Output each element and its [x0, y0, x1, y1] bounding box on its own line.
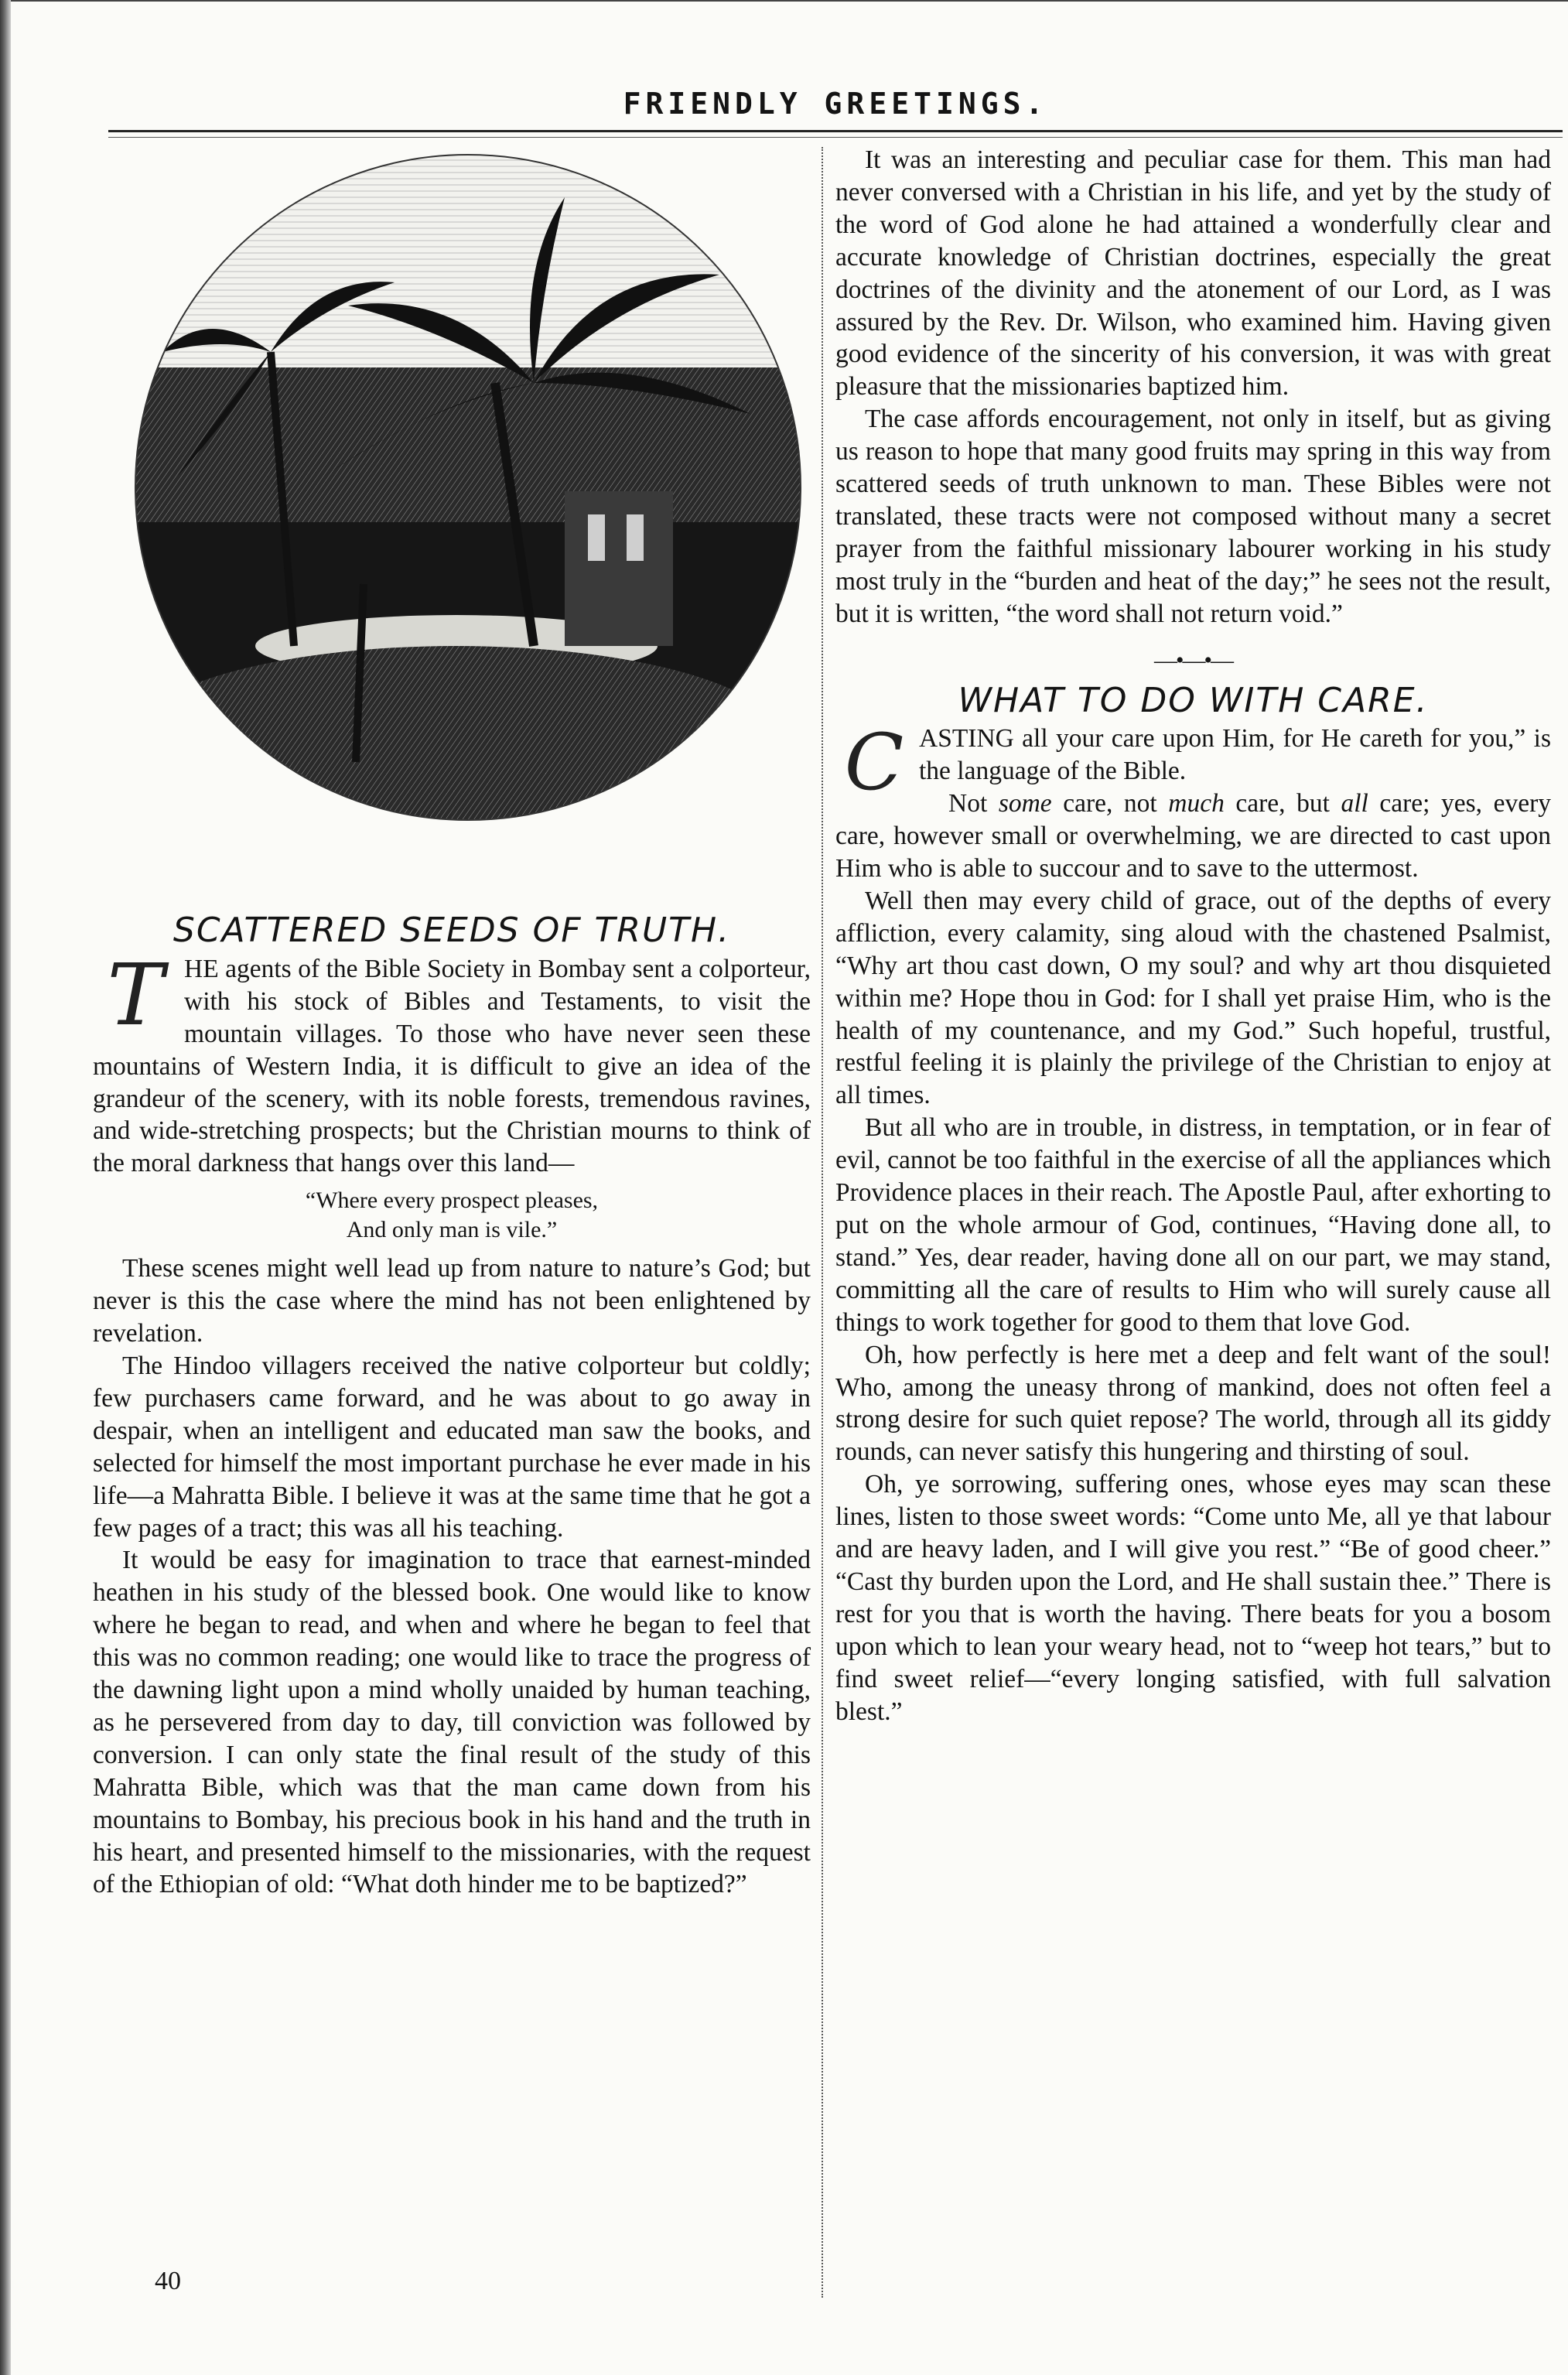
page-header: [108, 87, 1563, 121]
right-column: [835, 144, 1551, 1728]
paragraph-text: all your care upon Him, for He careth for you,” is the language of the Bible.: [919, 724, 1551, 786]
emphasis: much: [1168, 789, 1225, 818]
article-paragraph: It would be easy for imagination to trace that earnest-minded heathen in his study of the blessed book. One would like to know where he began to read, and when and where he began to feel that this was no common reading; one would like to trace the progress of the dawning light upon a mind wholly unaided by human teaching, as he persevered from day to day, till conviction was followed by conversion. I can only state the final result of the study of this Mahratta Bible, which was that the man came down from his mountains to Bombay, his precious book in his hand and the truth in his heart, and presented himself to the missionaries, with the request of the Ethiopian of old: “What doth hinder me to be baptized?”: [93, 1546, 811, 1899]
text-run: care; yes, every care, however small or overwhelming, we are directed to cast upon Him who is able to succour and to save to the uttermost.: [835, 789, 1551, 883]
text-run: care, but: [1224, 789, 1341, 818]
paragraph-text: agents of the Bible Society in Bombay sent a colporteur, with his stock of Bibles and Testaments, to visit the mountain villages. To those who have never seen these mountains of Western India, it is difficult to give an idea of the grandeur of the scenery, with its noble forests, tremendous ravines, and wide-stretching prospects; but the Christian mourns to think of the moral darkness that hangs over this land—: [93, 954, 811, 1178]
column-divider: [822, 147, 823, 2298]
section-ornament: —•—•—: [1153, 647, 1232, 673]
palm-trees-engraving: [132, 151, 804, 824]
text-run: care, not: [1051, 789, 1169, 818]
article-paragraph: The Hindoo villagers received the native colporteur but coldly; few purchasers came forward, and he was about to go away in despair, when an intelligent and educated man saw the books, and selected for himself the most important purchase he ever made in his life—a Mahratta Bible. I believe it was at the same time that he got a few pages of a tract; this was all his teaching.: [93, 1351, 811, 1543]
drop-cap-letter: T: [107, 945, 164, 1044]
article-title: WHAT TO DO WITH CARE.: [958, 680, 1429, 720]
article-paragraph: These scenes might well lead up from nature to nature’s God; but never is this the case where the mind has not been enlightened by revelation.: [93, 1254, 811, 1348]
text-run: Not: [948, 789, 999, 818]
quote-line: And only man is vile.”: [346, 1217, 558, 1243]
header-rule-thin: [108, 137, 1563, 138]
article-paragraph: Well then may every child of grace, out of the depths of every affliction, every calamity, sing aloud with the chastened Psalmist, “Why art thou cast down, O my soul? and why art thou disquieted within me? Hope thou in God: for I shall yet praise Him, who is the health of my countenance, and my God.” Such hopeful, trustful, restful feeling it is plainly the privilege of the Christian to enjoy at all times.: [835, 886, 1551, 1110]
lead-word: ASTING: [919, 724, 1014, 754]
page-number: 40: [155, 2267, 181, 2295]
header-rule: [108, 130, 1563, 132]
article-paragraph: [93, 945, 811, 1180]
article-paragraph: The case affords encouragement, not only in itself, but as giving us reason to hope that many good fruits may spring in this way from scattered seeds of truth unknown to man. These Bibles were not translated, these tracts were not composed without many a secret prayer from the faithful missionary labourer working in his study most truly in the “burden and heat of the day;” he sees not the result, but it is written, “the word shall not return void.”: [835, 405, 1551, 628]
emphasis: some: [998, 789, 1052, 818]
drop-cap-letter: C: [844, 717, 904, 808]
article-title: SCATTERED SEEDS OF TRUTH.: [173, 911, 731, 950]
article-paragraph: But all who are in trouble, in distress, in temptation, or in fear of evil, cannot be too faithful in the exercise of all the appliances which Providence places in their reach. The Apostle Paul, after exhorting to put on the whole armour of God, continues, “Having done all, to stand.” Yes, dear reader, having done all on our part, we may stand, committing all the care of results to Him who will surely cause all things to work together for good to them that love God.: [835, 1113, 1551, 1337]
article-paragraph: It was an interesting and peculiar case for them. This man had never conversed with a Christian in his life, and yet by the study of the word of God alone he had attained a wonderfully clear and accurate knowledge of Christian doctrines, especially the great doctrines of the divinity and the atonement of our Lord, as I was assured by the Rev. Dr. Wilson, who examined him. Having given good evidence of the sincerity of his conversion, it was with great pleasure that the missionaries baptized him.: [835, 145, 1551, 402]
article-paragraph: [835, 788, 1551, 885]
article-what-to-do-with-care: [835, 680, 1551, 1728]
running-title: FRIENDLY GREETINGS.: [623, 87, 1048, 121]
quote-line: “Where every prospect pleases,: [305, 1188, 599, 1214]
verse-quote: [93, 1186, 811, 1245]
article-scattered-seeds: [93, 911, 811, 1901]
top-border: [11, 0, 1568, 2]
binding-edge: [0, 0, 11, 2375]
article-paragraph: Oh, how perfectly is here met a deep and felt want of the soul! Who, among the uneasy throng of mankind, does not often feel a strong desire for such quiet repose? The world, through all its giddy rounds, can never satisfy this hungering and thirsting of soul.: [835, 1340, 1551, 1467]
lead-word: HE: [184, 954, 219, 983]
emphasis: all: [1341, 789, 1368, 818]
article-paragraph: Oh, ye sorrowing, suffering ones, whose eyes may scan these lines, listen to those sweet words: “Come unto Me, all ye that labour and are heavy laden, and I will give you rest.” “Be of good cheer.” “Cast thy burden upon the Lord, and He shall sustain thee.” There is rest for you that is worth the having. There beats for you a bosom upon which to lean your weary head, not to “weep hot tears,” but to find sweet relief—“every longing satisfied, with full salvation blest.”: [835, 1470, 1551, 1726]
